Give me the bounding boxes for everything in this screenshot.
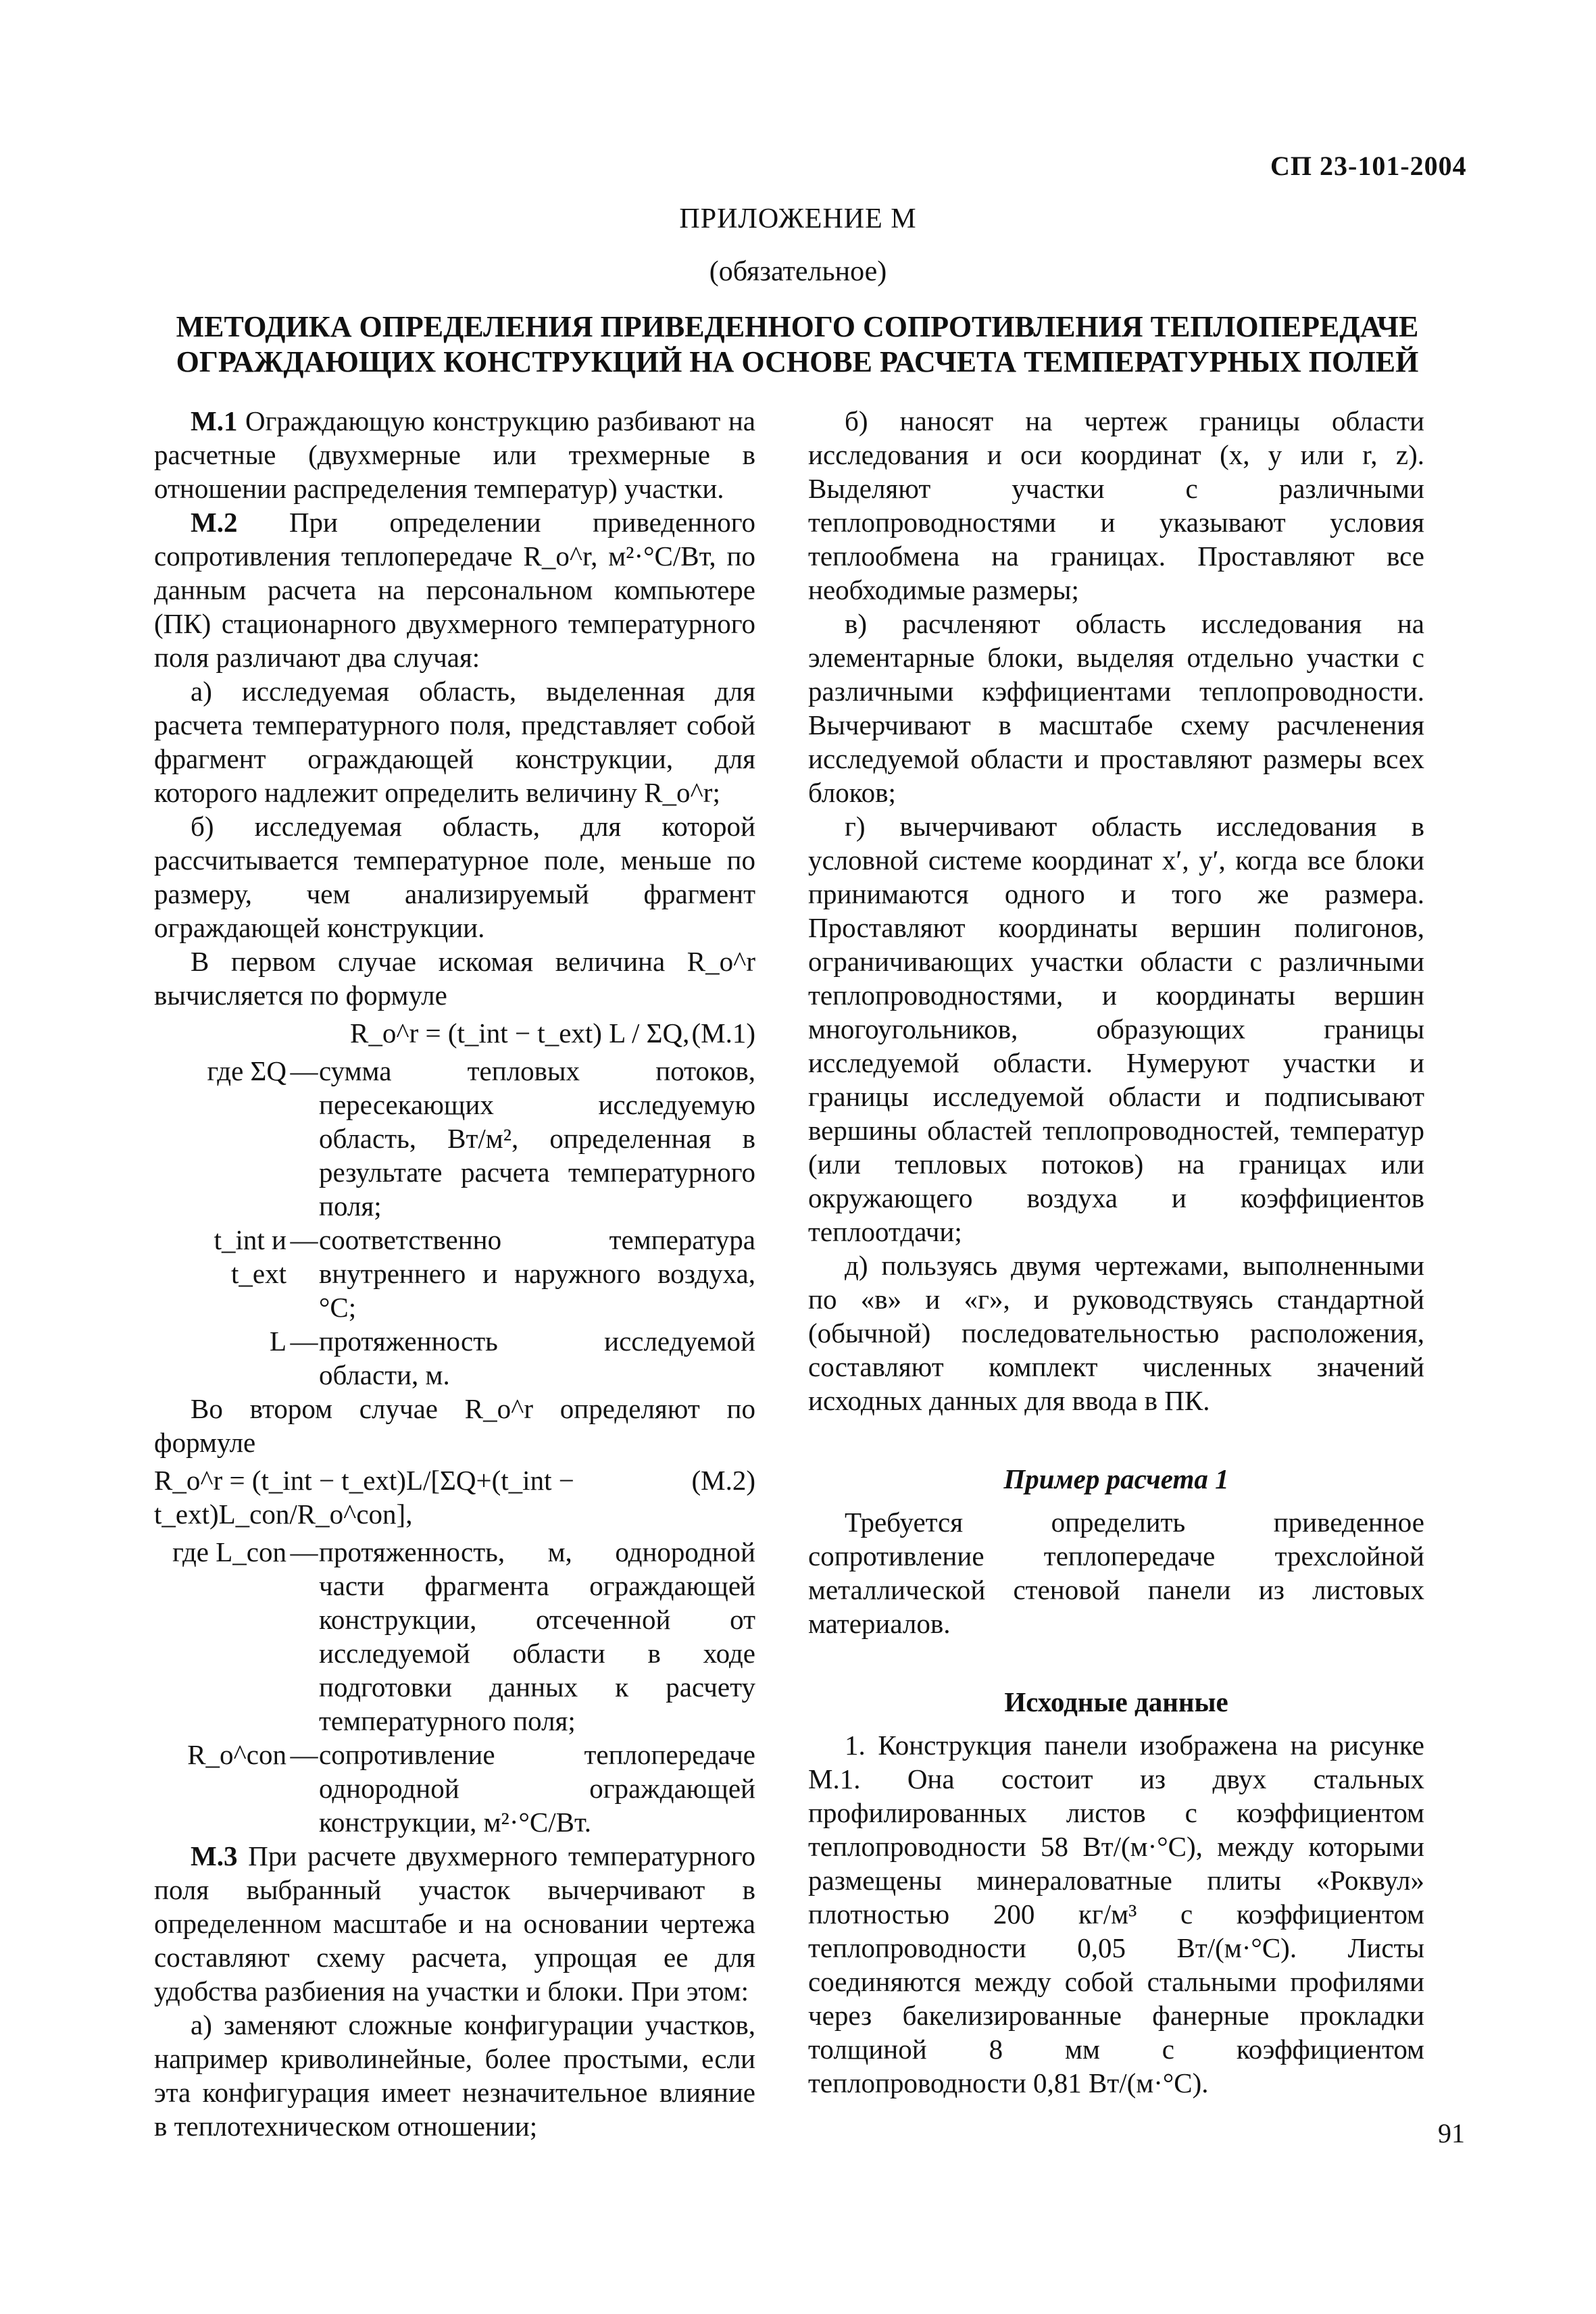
legend-value: сопротивление теплопередаче однородной ограждающей конструкции, м²·°С/Вт.	[319, 1739, 755, 1838]
paragraph-m2	[154, 505, 755, 674]
document-code: СП 23-101-2004	[1270, 151, 1467, 181]
spacer	[808, 1640, 1424, 1676]
legend-dash: —	[290, 1224, 318, 1255]
clause-number: М.3	[191, 1840, 238, 1871]
legend-list-1	[154, 1054, 755, 1392]
spacer	[808, 1417, 1424, 1453]
legend-key: L	[269, 1326, 286, 1357]
clause-text: При расчете двухмерного температурного поля выбранный участок вычерчивают в определенном масштабе и на основании чертежа составляют схему расчета, упрощая ее для удобства разбиения на участки и блоки. При этом:	[154, 1840, 755, 2007]
legend-value: протяженность исследуемой области, м.	[319, 1326, 755, 1390]
clause-number: М.1	[191, 405, 238, 436]
page-number: 91	[1438, 2118, 1465, 2148]
appendix-title	[155, 309, 1439, 380]
legend-dash: —	[290, 1739, 318, 1770]
paragraph-m2-a: а) исследуемая область, выделенная для расчета температурного поля, представляет собой фрагмент ограждающей конструкции, для которого надлежит определить величину R_o^r;	[154, 676, 755, 808]
legend-key: где ΣQ	[207, 1055, 286, 1086]
legend-value: соответственно температура внутреннего и наружного воздуха, °С;	[319, 1224, 755, 1323]
formula-m1	[154, 1016, 755, 1050]
legend-dash: —	[290, 1326, 318, 1357]
legend-list-2	[154, 1535, 755, 1839]
legend-value: сумма тепловых потоков, пересекающих исследуемую область, Вт/м², определенная в результате расчета температурного поля;	[319, 1055, 755, 1222]
paragraph-case1: В первом случае искомая величина R_o^r вычисляется по формуле	[154, 946, 755, 1011]
paragraph-g: г) вычерчивают область исследования в условной системе координат x′, y′, когда все блоки принимаются одного и того же размера. Проставляют координаты вершин полигонов, ограничивающих участки области с различными теплопроводностями, и координаты вершин многоугольников, образующих границы исследуемой области. Нумеруют участки и границы исследуемой области и подписывают вершины областей теплопроводностей, температур (или тепловых потоков) на границах или окружающего воздуха и коэффициентов теплоотдачи;	[808, 811, 1424, 1247]
title-line-1: МЕТОДИКА ОПРЕДЕЛЕНИЯ ПРИВЕДЕННОГО СОПРОТИВЛЕНИЯ ТЕПЛОПЕРЕДАЧЕ	[176, 310, 1419, 343]
clause-text: При определении приведенного сопротивления теплопередаче R_o^r, м²·°С/Вт, по данным расчета на персональном компьютере (ПК) стационарного двухмерного температурного поля различают два случая:	[154, 507, 755, 673]
paragraph-m2-b: б) исследуемая область, для которой рассчитывается температурное поле, меньше по размеру, чем анализируемый фрагмент ограждающей конструкции.	[154, 811, 755, 943]
appendix-status: (обязательное)	[709, 256, 887, 287]
right-column	[808, 404, 1424, 2100]
formula-number: (М.2)	[691, 1465, 755, 1496]
formula-expression: R_o^r = (t_int − t_ext)L/[ΣQ+(t_int − t_ext)L_con/R_o^con],	[154, 1465, 574, 1530]
example-text: Требуется определить приведенное сопротивление теплопередаче трехслойной металлической стеновой панели из листовых материалов.	[808, 1507, 1424, 1639]
legend-dash: —	[290, 1536, 318, 1567]
title-line-2: ОГРАЖДАЮЩИХ КОНСТРУКЦИЙ НА ОСНОВЕ РАСЧЕТА ТЕМПЕРАТУРНЫХ ПОЛЕЙ	[176, 345, 1419, 378]
left-column	[154, 404, 755, 2143]
formula-number: (М.1)	[691, 1017, 755, 1049]
legend-value: протяженность, м, однородной части фрагмента ограждающей конструкции, отсеченной от исследуемой области в ходе подготовки данных к расчету температурного поля;	[319, 1536, 755, 1736]
legend-key: t_int и t_ext	[214, 1224, 286, 1289]
paragraph-m1	[154, 404, 755, 505]
paragraph-v: в) расчленяют область исследования на элементарные блоки, выделяя отдельно участки с различными кэффициентами теплопроводности. Вычерчивают в масштабе схему расчленения исследуемой области и проставляют размеры всех блоков;	[808, 608, 1424, 808]
paragraph-case2: Во втором случае R_o^r определяют по формуле	[154, 1393, 755, 1458]
clause-number: М.2	[191, 507, 238, 538]
legend-key: R_o^con	[187, 1739, 286, 1770]
formula-expression: R_o^r = (t_int − t_ext) L / ΣQ,	[350, 1017, 690, 1049]
example-heading: Пример расчета 1	[1003, 1463, 1229, 1494]
paragraph-m3-a: а) заменяют сложные конфигурации участков, например криволинейные, более простыми, если эта конфигурация имеет незначительное влияние в теплотехническом отношении;	[154, 2009, 755, 2142]
formula-m2	[154, 1463, 755, 1531]
source-data-item-1: 1. Конструкция панели изображена на рисунке М.1. Она состоит из двух стальных профилированных листов с коэффициентом теплопроводности 58 Вт/(м·°С), между которыми размещены минераловатные плиты «Роквул» плотностью 200 кг/м³ с коэффициентом теплопроводности 0,05 Вт/(м·°С). Листы соединяются между собой стальными профилями через бакелизированные фанерные прокладки толщиной 8 мм с коэффициентом теплопроводности 0,81 Вт/(м·°С).	[808, 1730, 1424, 2098]
source-data-heading: Исходные данные	[1004, 1686, 1228, 1717]
appendix-label: ПРИЛОЖЕНИЕ М	[679, 203, 917, 234]
paragraph-d: д) пользуясь двумя чертежами, выполненными по «в» и «г», и руководствуясь стандартной (обычной) последовательностью расположения, составляют комплект численных значений исходных данных для ввода в ПК.	[808, 1250, 1424, 1416]
legend-key: где L_con	[172, 1536, 286, 1567]
paragraph-b: б) наносят на чертеж границы области исследования и оси координат (x, y или r, z). Выделяют участки с различными теплопроводностями и указывают условия теплообмена на границах. Проставляют все необходимые размеры;	[808, 405, 1424, 605]
legend-dash: —	[290, 1055, 318, 1086]
paragraph-m3	[154, 1839, 755, 2008]
clause-text: Ограждающую конструкцию разбивают на расчетные (двухмерные или трехмерные в отношении распределения температур) участки.	[154, 405, 755, 504]
